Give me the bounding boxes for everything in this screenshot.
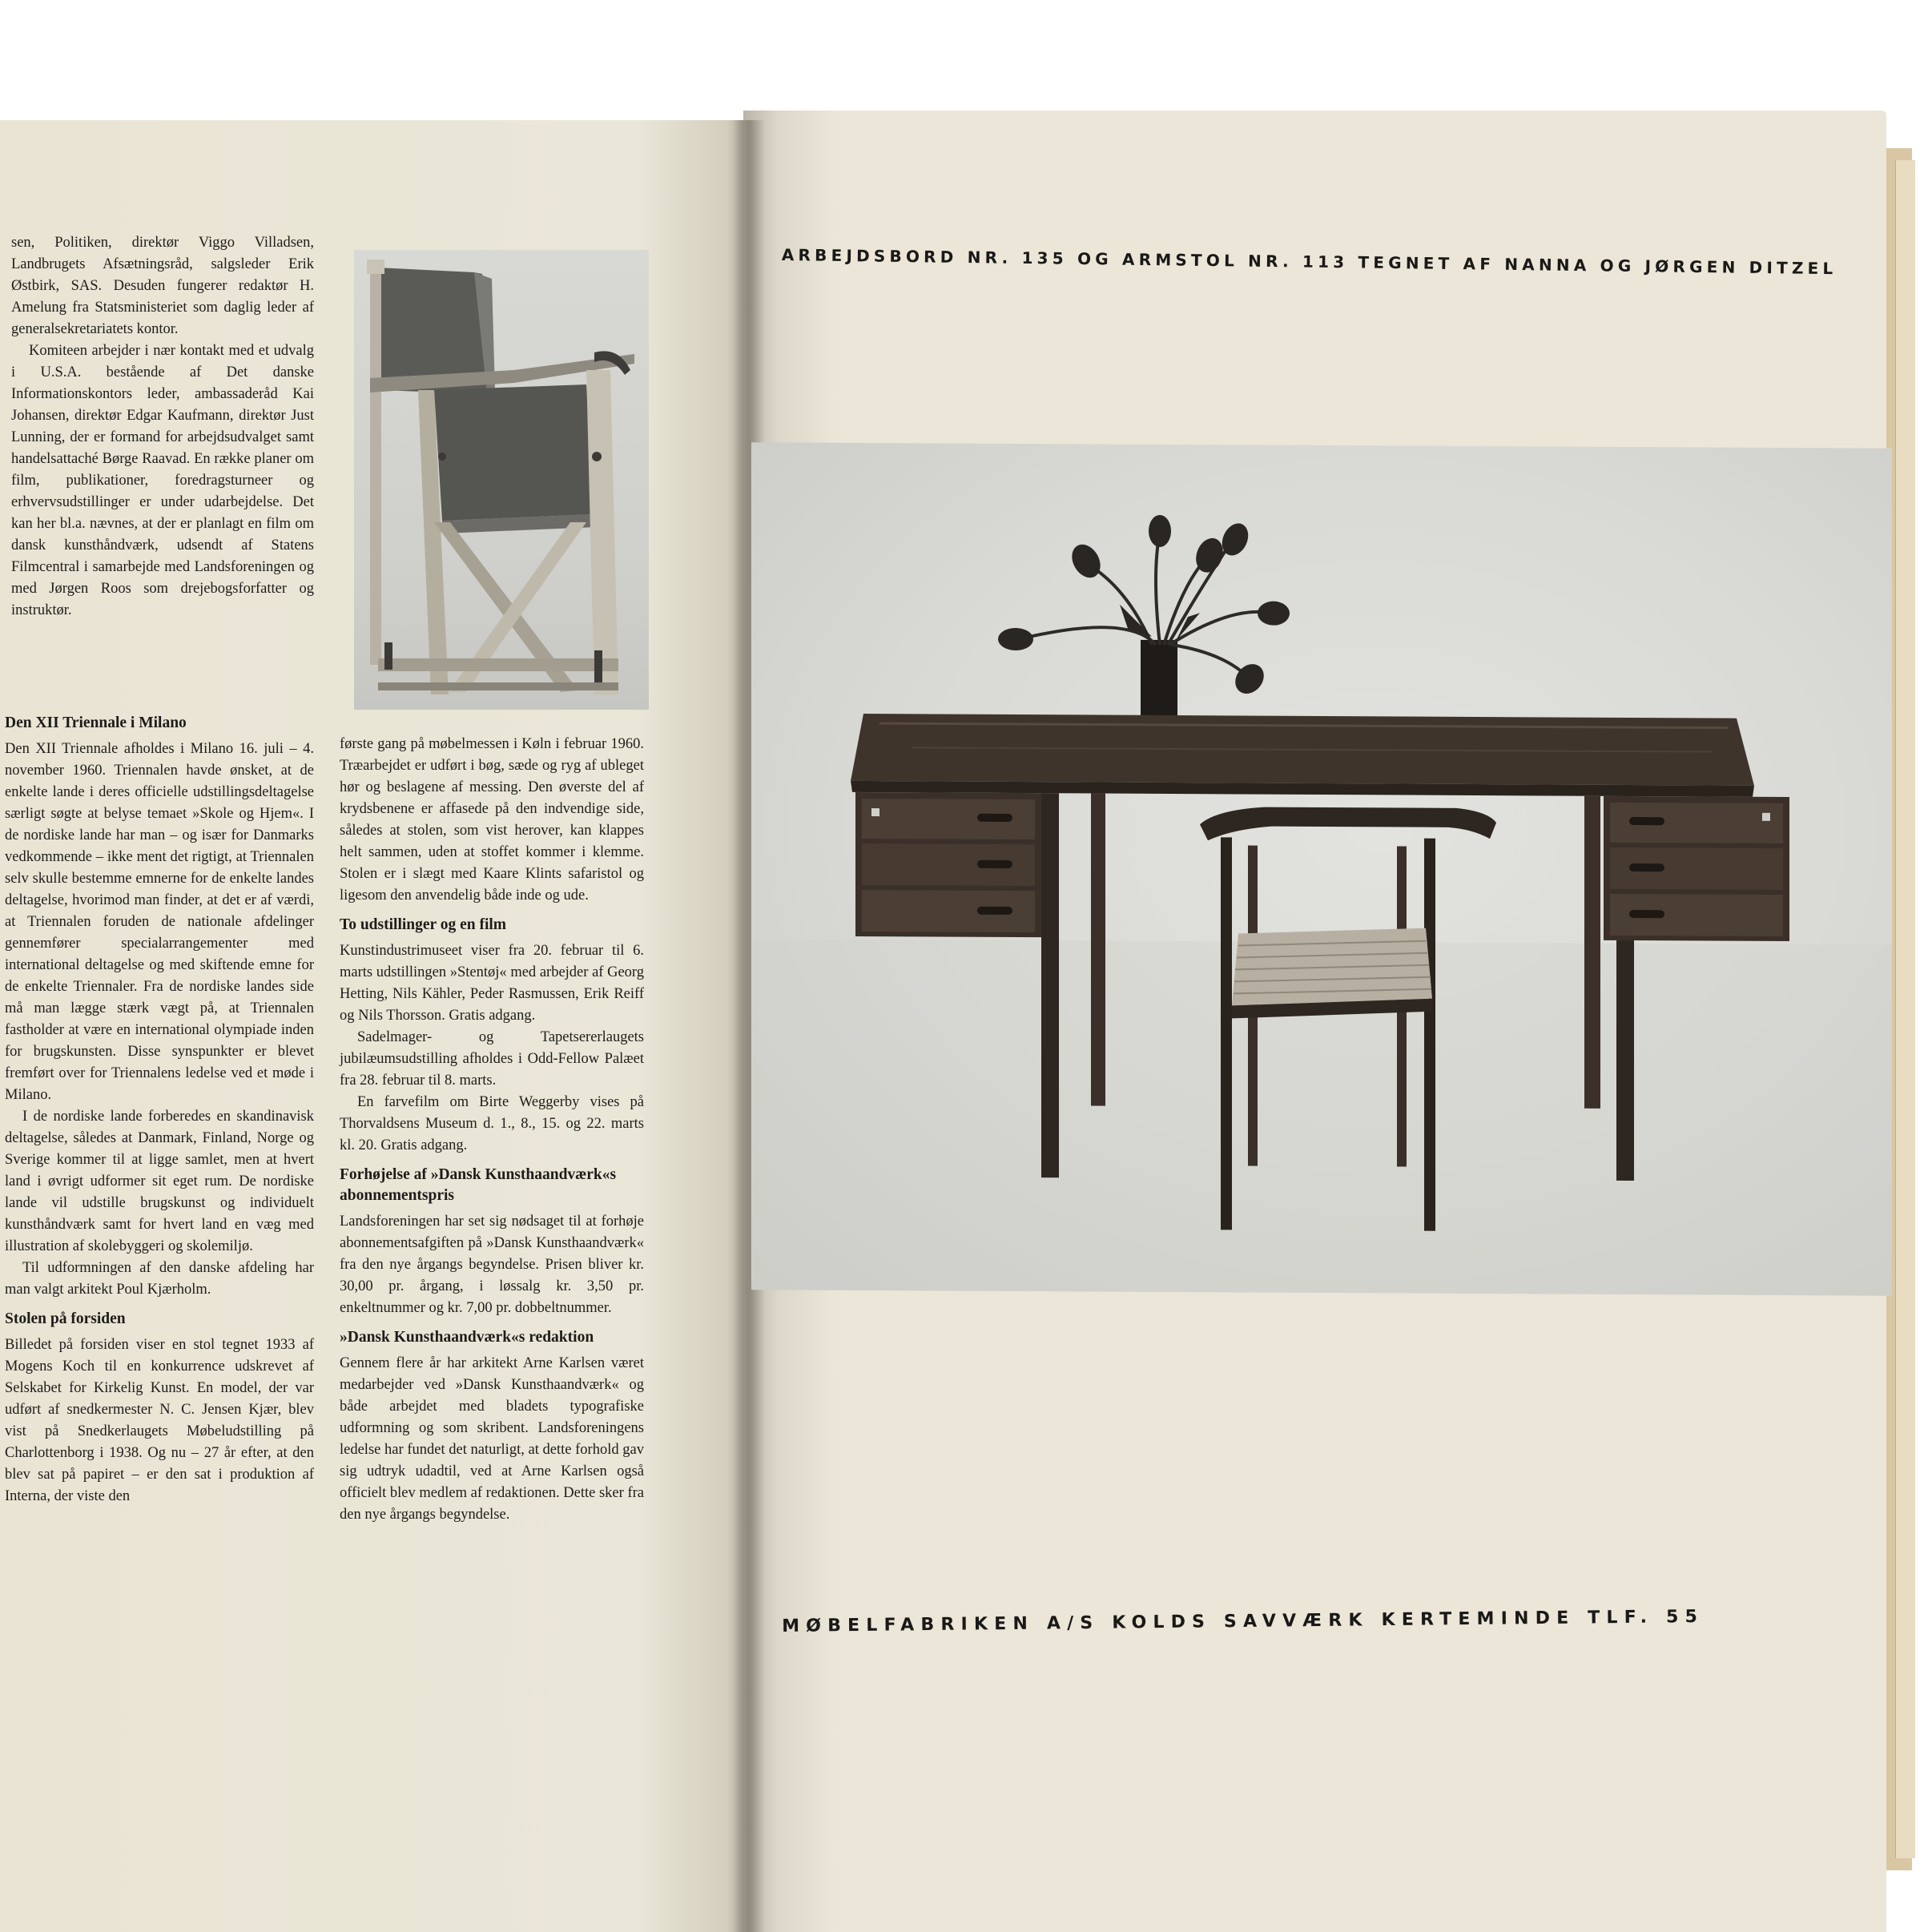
paragraph: Sadelmager- og Tapetsererlaugets jubilæumsudstilling afholdes i Odd-Fellow Palæet fra 28. februar til 8. marts. xyxy=(340,1029,644,1089)
paragraph: Kunstindustrimuseet viser fra 20. februar til 6. marts udstillingen »Stentøj« med arbejder af Georg Hetting, Nils Kähler, Peder Rasmussen, Erik Reiff og Nils Thorsson. Gratis adgang. xyxy=(340,943,644,1024)
paragraph: Gennem flere år har arkitekt Arne Karlsen været medarbejder ved »Dansk Kunsthaandværk« og både arbejdet med bladets typografiske udformning og som skribent. Landsforeningens ledelse har fundet det naturligt, at dette forhold gav sig udtryk udadtil, ved at Arne Karlsen også officielt blev medlem af redaktionen. Dette sker fra den nye årgangs begyndelse. xyxy=(340,1355,644,1523)
section-heading-abonnement: Forhøjelse af »Dansk Kunsthaandværk«s abonnementspris xyxy=(340,1166,617,1204)
paragraph: Til udformningen af den danske afdeling har man valgt arkitekt Poul Kjærholm. xyxy=(5,1260,314,1298)
column-2 xyxy=(340,734,644,1526)
page-stack-edge-inner xyxy=(1895,160,1915,1858)
furniture-caption-header: ARBEJDSBORD NR. 135 OG ARMSTOL NR. 113 TEGNET AF NANNA OG JØRGEN DITZEL xyxy=(781,245,1837,279)
column-1-lower xyxy=(5,705,314,1507)
paragraph: Komiteen arbejder i nær kontakt med et udvalg i U.S.A. bestående af Det danske Informationskontors leder, ambassaderåd Kai Johansen, direktør Edgar Kaufmann, direktør Just Lunning, der er formand for arbejdsudvalget samt handelsattaché Børge Raavad. En række planer om film, publikationer, foredragsturneer og erhvervsudstillinger er under udarbejdelse. Det kan her bl.a. nævnes, at der er planlagt en film om dansk kunsthåndværk, udsendt af Statens Filmcentral i samarbejde med Landsforeningen og med Jørgen Roos som drejebogsforfatter og instruktør. xyxy=(11,343,314,618)
paragraph: Landsforeningen har set sig nødsaget til at forhøje abonnementsafgiften på »Dansk Kunsthaandværk« fra den nye årgangs begyndelse. Prisen bliver kr. 30,00 pr. årgang, i løssalg kr. 3,50 pr. enkeltnummer og kr. 7,00 pr. dobbeltnummer. xyxy=(340,1214,644,1316)
desk-and-armchair-photo xyxy=(751,442,1892,1295)
section-heading-triennale: Den XII Triennale i Milano xyxy=(5,714,187,731)
paragraph: første gang på møbelmessen i Køln i februar 1960. Træarbejdet er udført i bøg, sæde og ryg af ubleget hør og beslagene af messing. Den øverste del af krydsbenene er affasede på den indvendige side, således at stolen, som vist herover, kan klappes helt sammen, uden at stoffet kommer i klemme. Stolen er i slægt med Kaare Klints safaristol og ligesom den anvendelig både inde og ude. xyxy=(340,736,644,904)
section-heading-redaktion: »Dansk Kunsthaandværk«s redaktion xyxy=(340,1329,594,1346)
paragraph: sen, Politiken, direktør Viggo Villadsen, Landbrugets Afsætningsråd, salgsleder Erik Østbirk, SAS. Desuden fungerer redaktør H. Amelung fra Statsministeriet som daglig leder af generalsekretariatets kontor. xyxy=(11,235,314,337)
folding-chair-photo xyxy=(354,250,649,710)
paragraph: Den XII Triennale afholdes i Milano 16. juli – 4. november 1960. Triennalen havde ønsket, at de enkelte lande i deres officielle udstillingsdeltagelse særligt søgte at belyse temaet »Skole og Hjem«. I de nordiske lande har man – og især for Danmarks vedkommende – ikke ment det rigtigt, at Triennalen selv skulle bestemme emnerne for de enkelte landes deltagelse, hvorimod man finder, at det er af værdi, at Triennalen foruden de nationale afdelinger gennemfører specialarrangementer med international deltagelse og med skiftende emne for de enkelte Triennaler. Fra de nordiske landes side må man lægge stærk vægt på, at Triennalen fastholder at være en international olympiade inden for brugskunsten. Disse synspunkter er blevet fremført over for Triennalens ledelse ved et møde i Milano. xyxy=(5,741,314,1103)
paragraph: En farvefilm om Birte Weggerby vises på Thorvaldsens Museum d. 1., 8., 15. og 22. marts kl. 20. Gratis adgang. xyxy=(340,1094,644,1153)
paragraph: I de nordiske lande forberedes en skandinavisk deltagelse, således at Danmark, Finland, Norge og Sverige kommer til at ligge samlet, men at hvert land i øvrigt udformer sit eget rum. De nordiske lande vil udstille brugskunst og individuelt kunsthåndværk samt for hvert land en væg med illustration af skolebyggeri og skolemiljø. xyxy=(5,1109,314,1254)
paragraph: Billedet på forsiden viser en stol tegnet 1933 af Mogens Koch til en konkurrence udskrevet af Selskabet for Kirkelig Kunst. En model, der var udført af snedkermester N. C. Jensen Kjær, blev vist på Snedkerlaugets Møbeludstilling på Charlottenborg i 1938. Og nu – 27 år efter, at den blev sat på papiret – er den sat i produktion af Interna, der viste den xyxy=(5,1337,314,1504)
manufacturer-footer: MØBELFABRIKEN A/S KOLDS SAVVÆRK KERTEMINDE TLF. 55 xyxy=(782,1606,1705,1636)
column-1-top xyxy=(11,232,314,622)
section-heading-udstillinger: To udstillinger og en film xyxy=(340,916,507,933)
section-heading-stolen: Stolen på forsiden xyxy=(5,1310,126,1327)
